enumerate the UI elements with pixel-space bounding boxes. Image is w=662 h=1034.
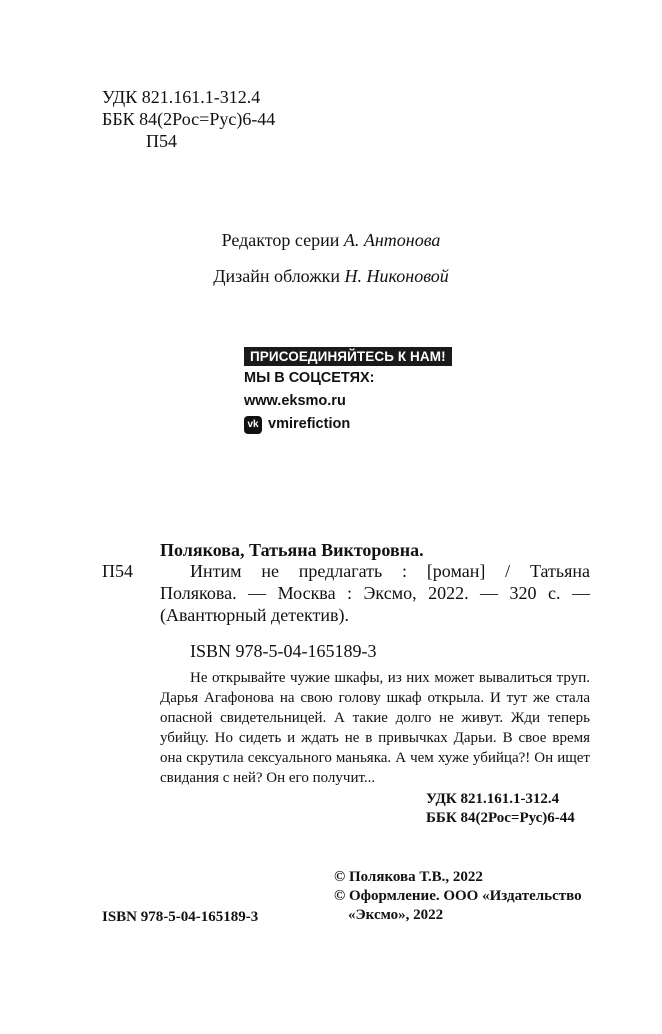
join-banner: ПРИСОЕДИНЯЙТЕСЬ К НАМ! (244, 347, 452, 366)
copyright-block (334, 867, 582, 924)
classification-block (102, 86, 275, 152)
series-editor-label: Редактор серии (221, 230, 344, 250)
series-editor-name: А. Антонова (343, 230, 441, 250)
vk-handle: vmirefiction (268, 416, 351, 432)
classification-bottom (426, 789, 575, 827)
cover-design (0, 265, 662, 287)
cover-design-label: Дизайн обложки (213, 266, 345, 286)
vk-icon: vk (244, 416, 262, 434)
biblio-line-1: Интим не предлагать : [роман] / Татьяна (190, 561, 590, 581)
bbk-code-bottom: ББК 84(2Рос=Рус)6-44 (426, 810, 575, 826)
isbn-bottom: ISBN 978-5-04-165189-3 (102, 909, 259, 925)
author-mark-biblio: П54 (102, 561, 133, 581)
social-block (244, 347, 452, 435)
annotation-text: Не открывайте чужие шкафы, из них может вывалиться труп. Дарья Агафонова на свою голову шкаф открыла. И тут же стала опасной свидетельницей. А такие долго не живут. Жди теперь убийцу. Но сидеть и ждать не в привычках Дарьи. В свое время она скрутила сексуального маньяка. А чем хуже убийца?! Он ищет свидания с ней? Он его получит... (160, 670, 590, 786)
author-mark: П54 (146, 131, 177, 151)
copyright-line-3: «Эксмо», 2022 (348, 907, 444, 923)
author-heading: Полякова, Татьяна Викторовна. (160, 540, 424, 560)
udk-code: УДК 821.161.1-312.4 (102, 87, 261, 107)
biblio-line-3: (Авантюрный детектив). (160, 605, 350, 625)
vk-link[interactable] (244, 414, 452, 435)
website-link[interactable]: www.eksmo.ru (244, 393, 346, 409)
social-heading: МЫ В СОЦСЕТЯХ: (244, 370, 375, 386)
bbk-code: ББК 84(2Рос=Рус)6-44 (102, 109, 276, 129)
series-editor (0, 229, 662, 251)
isbn-biblio: ISBN 978-5-04-165189-3 (190, 641, 377, 661)
annotation (160, 668, 590, 788)
copyright-line-1: © Полякова Т.В., 2022 (334, 869, 483, 885)
cover-design-name: Н. Никоновой (344, 266, 449, 286)
copyright-line-2: © Оформление. ООО «Издательство (334, 888, 582, 904)
biblio-line-2: Полякова. — Москва : Эксмо, 2022. — 320 с. — (160, 583, 590, 603)
bibliographic-description (160, 560, 590, 626)
udk-code-bottom: УДК 821.161.1-312.4 (426, 791, 560, 807)
credits-block (0, 229, 662, 301)
